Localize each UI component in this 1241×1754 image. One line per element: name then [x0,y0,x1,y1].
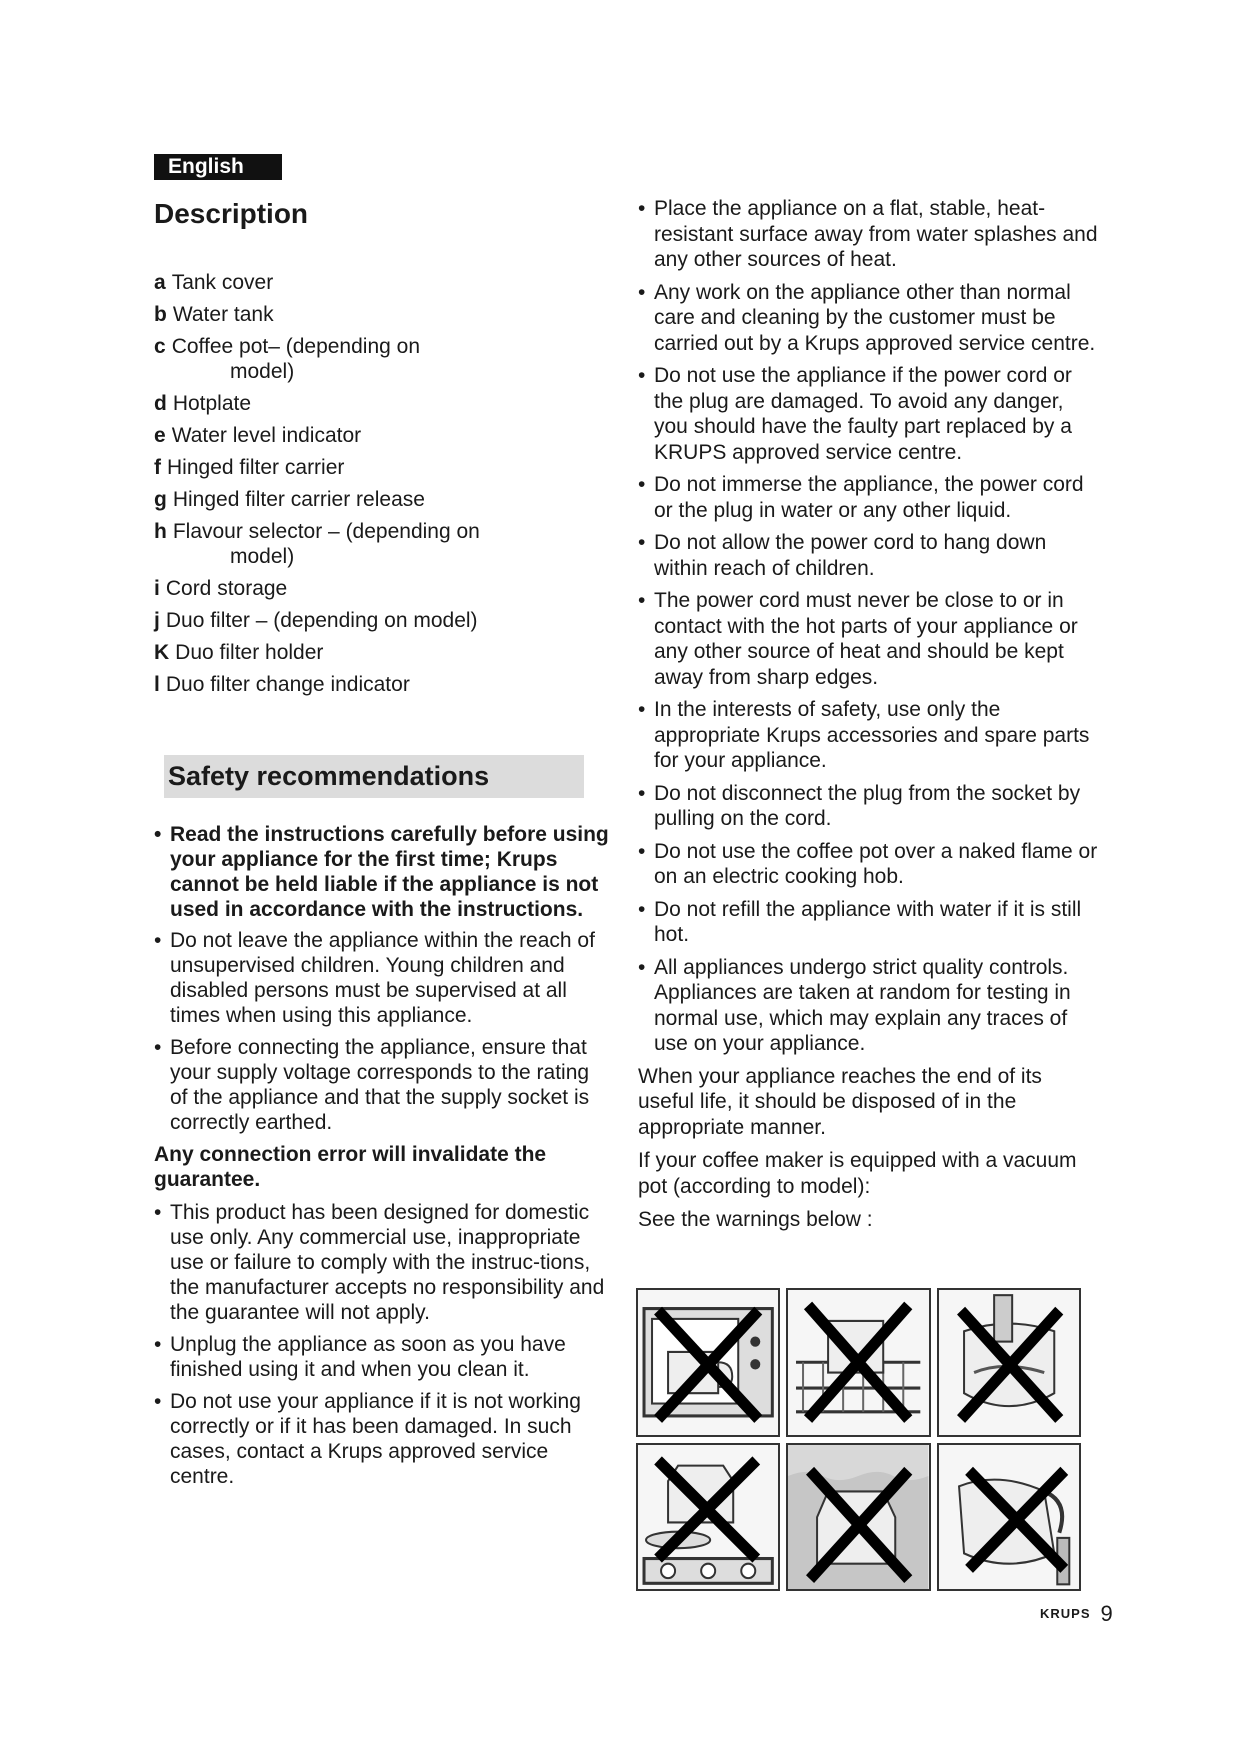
safety-bullets-left [154,822,610,1135]
safety-bullet: • Do not leave the appliance within the reach of unsupervised children. Young children and disabled persons must be supervised at all times when using this appliance. [154,928,610,1028]
safety-bullet: • All appliances undergo strict quality controls. Appliances are taken at random for testing in normal use, which may explain any traces of use on your appliance. [638,955,1100,1057]
item-text: Flavour selector – (depending on [172,520,480,543]
item-text: Coffee pot– (depending on [171,335,421,358]
item-text: Water tank [172,303,274,326]
vacuum-pot-note: If your coffee maker is equipped with a vacuum pot (according to model): [638,1149,1077,1198]
list-item [154,270,624,295]
water-immersion-prohibited-icon [786,1443,930,1592]
safety-bullet: • The power cord must never be close to or in contact with the hot parts of your appliance or any other source of heat and should be kept away from sharp edges. [638,588,1100,690]
safety-bullet: • Do not use your appliance if it is not working correctly or if it has been damaged. In such cases, contact a Krups approved service centre. [154,1389,610,1489]
item-text: Duo filter change indicator [165,673,410,696]
safety-bullet: • Any work on the appliance other than normal care and cleaning by the customer must be carried out by a Krups approved service centre. [638,280,1100,357]
safety-bullet: • Do not allow the power cord to hang down within reach of children. [638,530,1100,581]
safety-bullet: • Do not disconnect the plug from the socket by pulling on the cord. [638,781,1100,832]
list-item [154,640,624,665]
item-text: Cord storage [165,577,288,600]
item-letter: c [154,335,166,358]
see-warnings-note: See the warnings below : [638,1208,873,1231]
item-letter: f [154,456,161,479]
safety-bullet: • Unplug the appliance as soon as you have finished using it and when you clean it. [154,1332,610,1382]
item-text: Duo filter holder [175,641,324,664]
end-of-life-note: When your appliance reaches the end of its useful life, it should be disposed of in the appropriate manner. [638,1064,1042,1139]
item-letter: b [154,303,167,326]
item-text: Hinged filter carrier [167,456,345,479]
safety-left-column [154,822,610,1496]
safety-title: Safety recommendations [164,755,584,798]
item-text: Hotplate [172,392,252,415]
list-item [154,576,624,601]
guarantee-note: Any connection error will invalidate the guarantee. [154,1143,547,1191]
item-text-cont: model) [230,360,295,383]
item-letter: l [154,673,160,696]
list-item [154,334,624,384]
safety-bullet: • Before connecting the appliance, ensure that your supply voltage corresponds to the rating of the appliance and that the supply socket is correctly earthed. [154,1035,610,1135]
safety-bullets-right [638,196,1100,1057]
item-letter: d [154,392,167,415]
list-item [154,455,624,480]
item-letter: K [154,641,170,664]
item-letter: g [154,488,167,511]
item-letter: j [154,609,160,632]
item-text: Hinged filter carrier release [172,488,425,511]
list-item [154,487,624,512]
safety-bullet: • Read the instructions carefully before using your appliance for the first time; Krups cannot be held liable if the appliance is not used in accordance with the instructions. [154,822,610,922]
description-title: Description [154,198,309,229]
safety-bullet: • Do not use the appliance if the power cord or the plug are damaged. To avoid any danger, you should have the faulty part replaced by a KRUPS approved service centre. [638,363,1100,465]
warning-pictograms [636,1288,1081,1591]
parts-list [154,270,624,704]
tilted-pot-prohibited-icon [937,1443,1081,1592]
item-letter: i [154,577,160,600]
dishwasher-prohibited-icon [786,1288,930,1437]
item-letter: a [154,271,166,294]
safety-bullet: • Place the appliance on a flat, stable, heat-resistant surface away from water splashes and any other sources of heat. [638,196,1100,273]
list-item [154,519,624,569]
list-item [154,672,624,697]
brand-logo: KRUPS [1040,1606,1091,1622]
page-footer [1040,1600,1113,1627]
item-text: Tank cover [171,271,274,294]
item-text: Duo filter – (depending on model) [165,609,478,632]
item-letter: e [154,424,166,447]
microwave-prohibited-icon [636,1288,780,1437]
list-item [154,302,624,327]
safety-bullet: • In the interests of safety, use only the appropriate Krups accessories and spare parts for your appliance. [638,697,1100,774]
language-badge: English [154,154,282,180]
gas-hob-prohibited-icon [636,1443,780,1592]
list-item [154,423,624,448]
safety-bullet: • Do not use the coffee pot over a naked flame or on an electric cooking hob. [638,839,1100,890]
item-text-cont: model) [230,545,295,568]
safety-right-column [638,196,1100,1241]
page-number: 9 [1100,1601,1113,1627]
safety-bullet: • Do not refill the appliance with water if it is still hot. [638,897,1100,948]
item-text: Water level indicator [171,424,362,447]
hand-immersion-prohibited-icon [937,1288,1081,1437]
item-letter: h [154,520,167,543]
list-item [154,391,624,416]
safety-bullet: • This product has been designed for domestic use only. Any commercial use, inappropriate use or failure to comply with the instruc-tions, the manufacturer accepts no responsibility and the guarantee will not apply. [154,1200,610,1325]
list-item [154,608,624,633]
safety-bullet: • Do not immerse the appliance, the power cord or the plug in water or any other liquid. [638,472,1100,523]
safety-bullets-left-2 [154,1200,610,1489]
